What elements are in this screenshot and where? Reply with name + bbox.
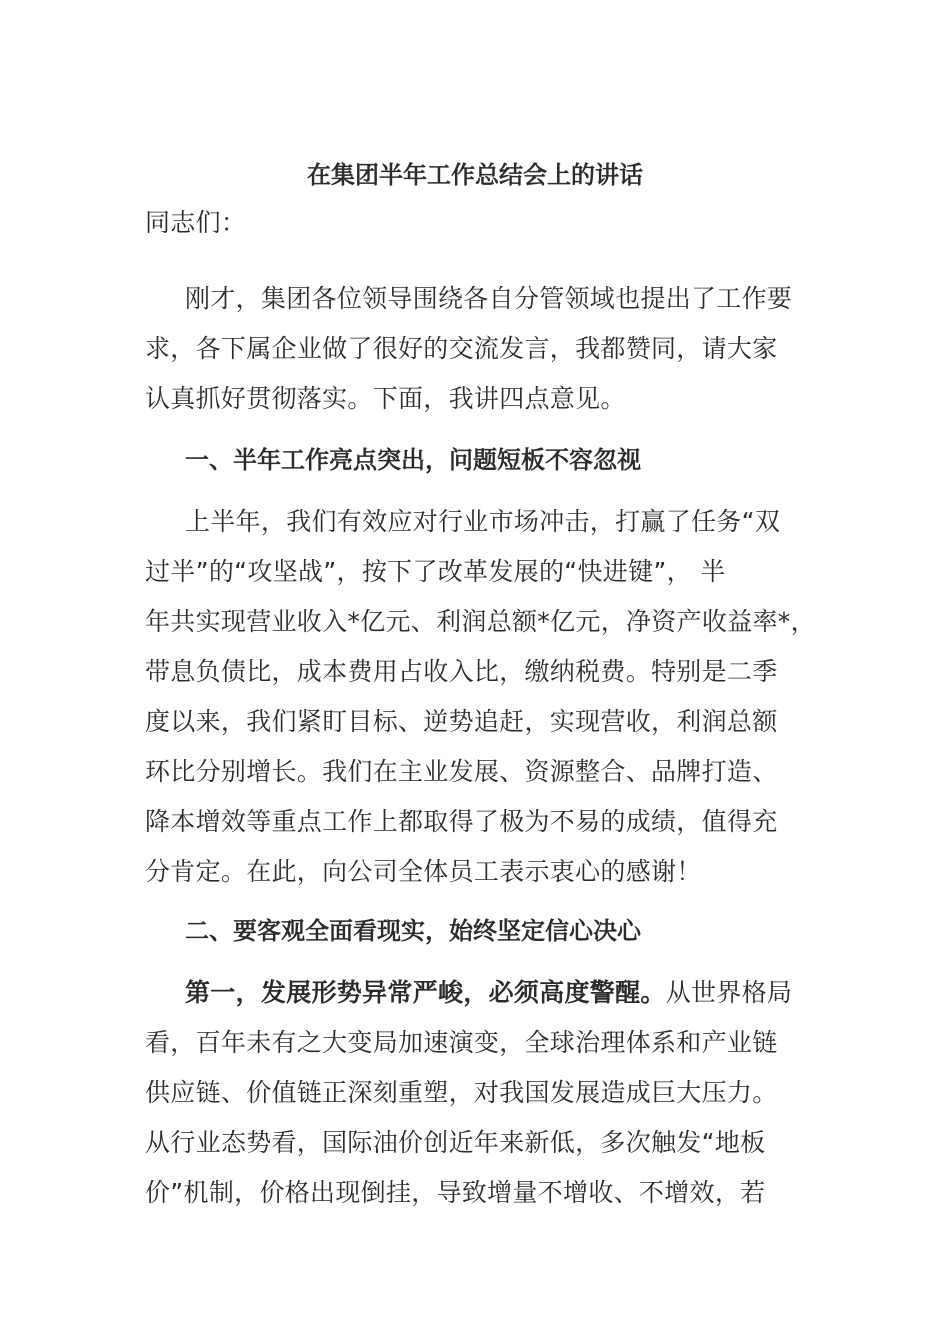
paragraph-lead-rest: 从世界格局 xyxy=(665,978,793,1007)
paragraph-line: 求，各下属企业做了很好的交流发言，我都赞同，请大家 xyxy=(145,334,778,363)
salutation-text: 同志们： xyxy=(145,208,247,237)
paragraph-line: 从行业态势看，国际油价创近年来新低，多次触发“地板 xyxy=(145,1128,766,1157)
paragraph-line: 度以来，我们紧盯目标、逆势追赶，实现营收，利润总额 xyxy=(145,707,778,736)
paragraph-line: 年共实现营业收入*亿元、利润总额*亿元，净资产收益率*， xyxy=(145,607,816,636)
paragraph-line: 过半”的“攻坚战”，按下了改革发展的“快进键”， 半 xyxy=(145,557,726,586)
section-heading-2: 二、要客观全面看现实，始终坚定信心决心 xyxy=(185,917,641,945)
paragraph-line: 降本增效等重点工作上都取得了极为不易的成绩，值得充 xyxy=(145,807,778,836)
paragraph-line: 分肯定。在此，向公司全体员工表示衷心的感谢！ xyxy=(145,857,702,886)
section2-paragraph xyxy=(145,968,810,1218)
intro-paragraph xyxy=(145,274,810,424)
paragraph-line: 刚才，集团各位领导围绕各自分管领域也提出了工作要 xyxy=(185,284,793,313)
document-title: 在集团半年工作总结会上的讲话 xyxy=(307,161,643,189)
paragraph-bold-lead: 第一，发展形势异常严峻，必须高度警醒。 xyxy=(185,978,666,1007)
paragraph-line: 带息负债比，成本费用占收入比，缴纳税费。特别是二季 xyxy=(145,657,778,686)
paragraph-line: 供应链、价值链正深刻重塑，对我国发展造成巨大压力。 xyxy=(145,1078,778,1107)
section1-paragraph xyxy=(145,497,816,897)
salutation xyxy=(145,198,810,248)
paragraph-line: 看，百年未有之大变局加速演变，全球治理体系和产业链 xyxy=(145,1028,778,1057)
section-heading-1: 一、半年工作亮点突出，问题短板不容忽视 xyxy=(185,446,641,474)
paragraph-line: 价”机制，价格出现倒挂，导致增量不增收、不增效，若 xyxy=(145,1178,766,1207)
paragraph-line: 上半年，我们有效应对行业市场冲击，打赢了任务“双 xyxy=(185,507,781,536)
paragraph-first-line xyxy=(145,968,810,1018)
paragraph-line: 认真抓好贯彻落实。下面，我讲四点意见。 xyxy=(145,384,626,413)
paragraph-line: 环比分别增长。我们在主业发展、资源整合、品牌打造、 xyxy=(145,757,778,786)
